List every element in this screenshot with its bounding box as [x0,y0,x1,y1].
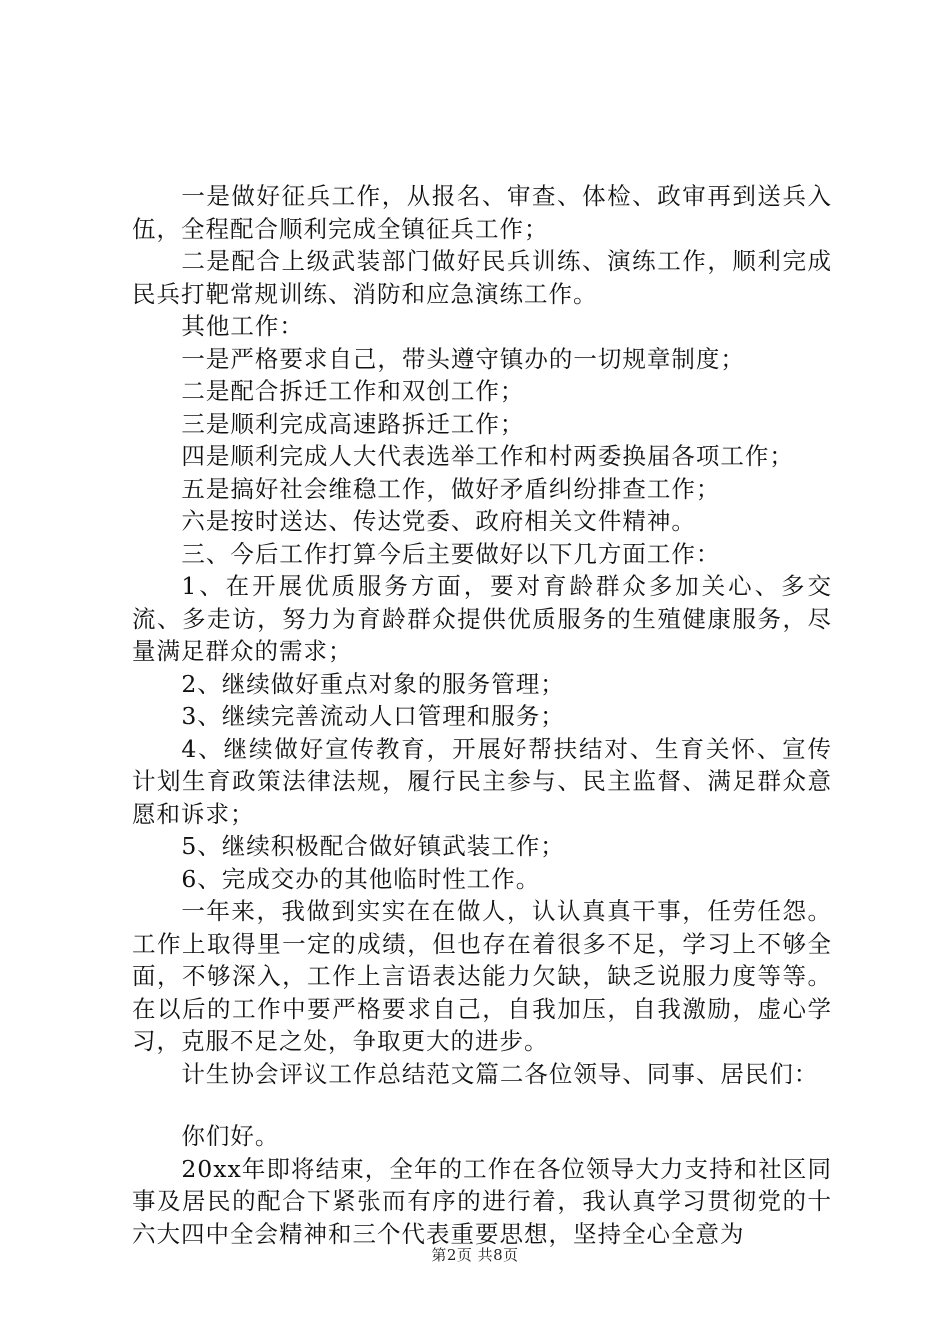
paragraph-plan-6: 6、完成交办的其他临时性工作。 [181,864,541,893]
paragraph-plan-3: 3、继续完善流动人口管理和服务； [181,702,565,730]
paragraph-year-end-intro: 20xx年即将结束，全年的工作在各位领导大力支持和社区同事及居民的配合下紧张而有序的进行着，我认真学习贯彻党的十六大四中全会精神和三个代表重要思想，坚持全心全意为 [132,1154,832,1248]
paragraph-plan-1: 1、在开展优质服务方面，要对育龄群众多加关心、多交流、多走访，努力为育龄群众提供优质服务的生殖健康服务，尽量满足群众的需求； [132,572,832,665]
paragraph-other-work-3: 三是顺利完成高速路拆迁工作； [181,409,525,438]
paragraph-militia-training: 二是配合上级武装部门做好民兵训练、演练工作，顺利完成民兵打靶常规训练、消防和应急演练工作。 [132,247,832,308]
paragraph-spacer [132,1090,832,1120]
paragraph-plan-5: 5、继续积极配合做好镇武装工作； [181,832,565,860]
paragraph-year-summary: 一年来，我做到实实在在做人，认认真真干事，任劳任怨。工作上取得里一定的成绩，但也存在着很多不足，学习上不够全面，不够深入，工作上言语表达能力欠缺，缺乏说服力度等等。在以后的工作中要严格要求自己，自我加压，自我激励，虚心学习，克服不足之处，争取更大的进步。 [132,897,832,1055]
paragraph-future-plans-heading: 三、今后工作打算今后主要做好以下几方面工作： [181,539,721,568]
paragraph-plan-2: 2、继续做好重点对象的服务管理； [181,669,565,698]
paragraph-other-work-1: 一是严格要求自己，带头遵守镇办的一切规章制度； [181,344,745,373]
paragraph-greeting: 你们好。 [181,1122,280,1150]
document-body [132,180,832,1250]
paragraph-second-article-title: 计生协会评议工作总结范文篇二各位领导、同事、居民们： [181,1059,819,1088]
paragraph-other-work-6: 六是按时送达、传达党委、政府相关文件精神。 [181,507,696,535]
paragraph-other-work-5: 五是搞好社会维稳工作，做好矛盾纠纷排查工作； [181,474,721,503]
paragraph-other-work-2: 二是配合拆迁工作和双创工作； [181,377,525,405]
paragraph-recruitment: 一是做好征兵工作，从报名、审查、体检、政审再到送兵入伍，全程配合顺利完成全镇征兵工作； [132,182,832,243]
paragraph-plan-4: 4、继续做好宣传教育，开展好帮扶结对、生育关怀、宣传计划生育政策法律法规，履行民主参与、民主监督、满足群众意愿和诉求； [132,734,832,828]
paragraph-other-work-heading: 其他工作： [181,312,304,340]
page-number-footer: 第2页 共8页 [431,1246,519,1264]
paragraph-other-work-4: 四是顺利完成人大代表选举工作和村两委换届各项工作； [181,442,794,470]
